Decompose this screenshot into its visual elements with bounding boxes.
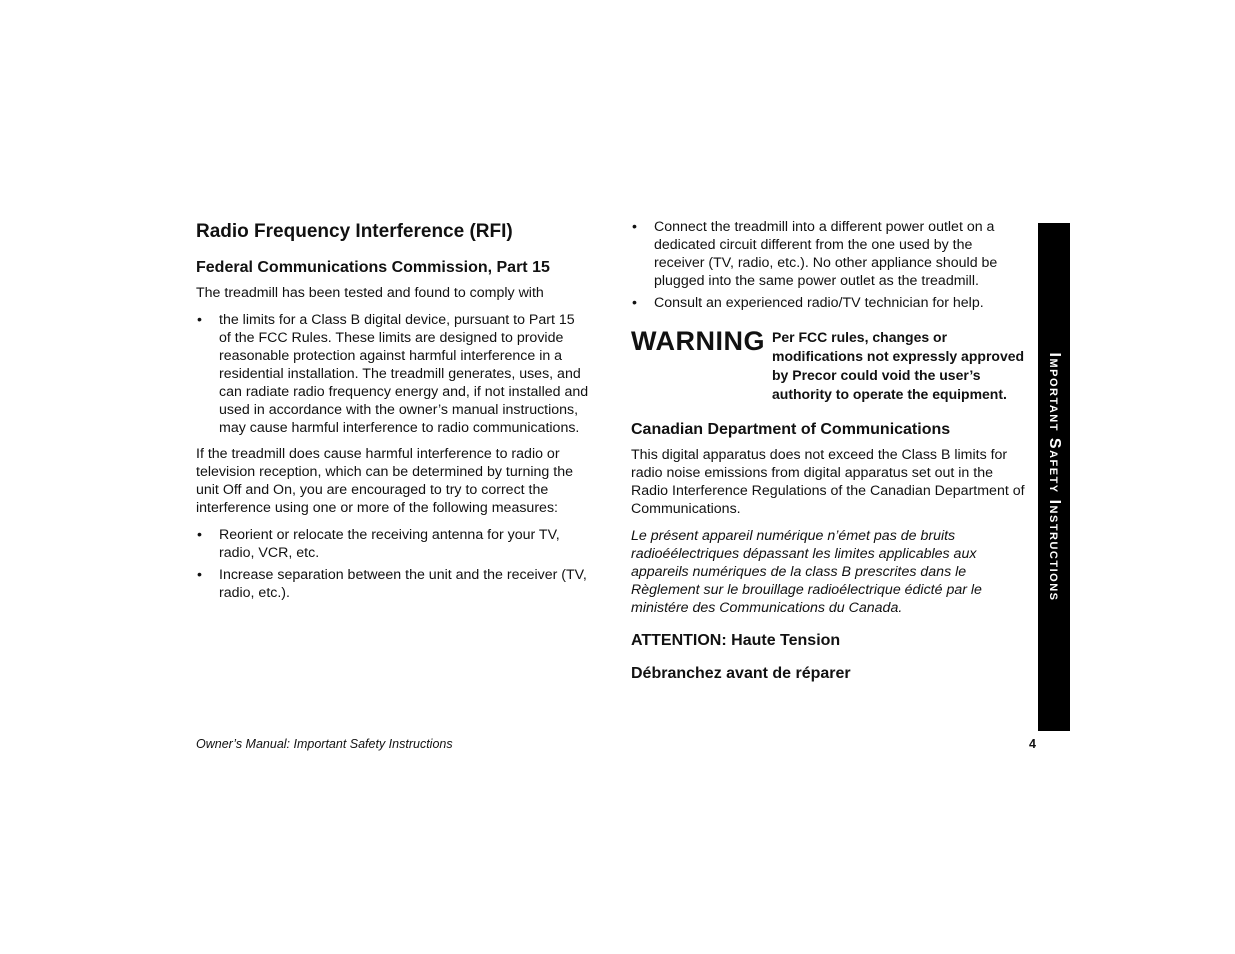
measures-list [196, 526, 590, 602]
right-column [631, 218, 1026, 690]
fcc-intro: The treadmill has been tested and found to comply with [196, 285, 544, 301]
fcc-limits-list [196, 311, 590, 437]
list-item: • the limits for a Class B digital device, pursuant to Part 15 of the FCC Rules. These limits are designed to provide reasonable protection against harmful interference in a residential installation. The treadmill generates, uses, and can radiate radio frequency energy and, if not installed and used in accordance with the owner’s manual instructions, may cause harmful interference to radio communications. [196, 311, 590, 437]
page-number: 4 [1029, 737, 1036, 751]
unplug-heading: Débranchez avant de réparer [631, 665, 851, 682]
list-item: • Consult an experienced radio/TV technician for help. [631, 294, 1026, 312]
section-title: Radio Frequency Interference (RFI) [196, 221, 513, 242]
canada-text: This digital apparatus does not exceed the Class B limits for radio noise emissions from digital apparatus set out in the Radio Interference Regulations of the Canadian Department of Communications. [631, 447, 1025, 517]
warning-block [631, 320, 1026, 404]
warning-text: Per FCC rules, changes or modifications not expressly approved by Precor could void the user’s authority to operate the equipment. [772, 329, 1025, 402]
left-column [196, 218, 590, 610]
footer-title: Owner’s Manual: Important Safety Instructions [196, 737, 453, 751]
interference-paragraph: If the treadmill does cause harmful interference to radio or television reception, which can be determined by turning the unit Off and On, you are encouraged to try to correct the interference using one or more of the following measures: [196, 446, 573, 516]
sidebar-label: Important Safety Instructions [1046, 352, 1063, 602]
warning-label: WARNING [631, 326, 765, 356]
list-item: • Connect the treadmill into a different power outlet on a dedicated circuit different from the one used by the receiver (TV, radio, etc.). No other appliance should be plugged into the same power outlet as the treadmill. [631, 218, 1026, 290]
fcc-heading: Federal Communications Commission, Part 15 [196, 259, 550, 276]
sidebar-tab [1038, 223, 1070, 731]
measures-list-continued [631, 218, 1026, 312]
attention-heading: ATTENTION: Haute Tension [631, 632, 841, 649]
canada-heading: Canadian Department of Communications [631, 421, 951, 438]
list-item: • Increase separation between the unit and the receiver (TV, radio, etc.). [196, 566, 590, 602]
list-item: • Reorient or relocate the receiving antenna for your TV, radio, VCR, etc. [196, 526, 590, 562]
canada-text-french: Le présent appareil numérique n’émet pas de bruits radioéélectriques dépassant les limites applicables aux appareils numériques de la class B prescrites dans le Règlement sur le brouillage radioélectrique édicté par le ministére des Communications du Canada. [631, 528, 982, 616]
